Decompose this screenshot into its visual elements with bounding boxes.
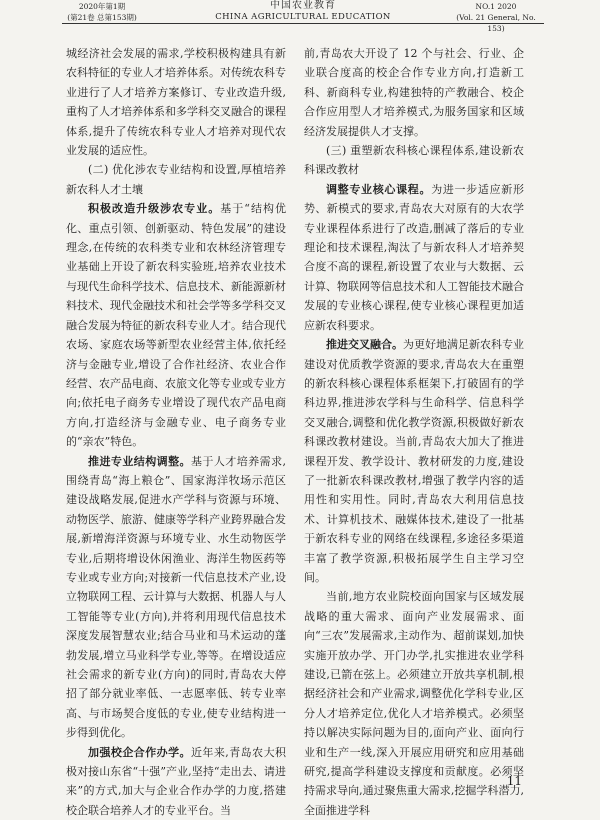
paragraph-text: 基于“结构优化、重点引领、创新驱动、特色发展”的建设理念,在传统的农科类专业和农林经济管理专业基础上开设了新农科实验班,培养农业技术与现代生命科学技术、信息技术、新能源新材料技术、现代金融技术和社会学等多学科交叉融合发展为特征的新农科专业人才。结合现代农场、家庭农场等新型农业经营主体,依托经济与金融专业,增设了合作社经济、农业合作经营、农产品电商、农旅文化等专业或专业方向;依托电子商务专业增设了现代农产品电商方向,打造经济与金融专业、电子商务专业的“亲农”特色。: [66, 202, 287, 449]
issue-en: NO.1 2020: [475, 2, 517, 11]
paragraph-text: 为更好地满足新农科专业建设对优质教学资源的要求,青岛农大在重塑的新农科核心课程体系框架下,打破固有的学科边界,推进涉农学科与生命科学、信息科学交叉融合,调整和优化教学资源,积极做好新农科课改教材建设。当前,青岛农大加大了推进课程开发、教学设计、教材研发的力度,建设了一批新农科课改教材,增强了教学内容的适用性和实用性。同时,青岛农大利用信息技术、计算机技术、融媒体技术,建设了一批基于新农科专业的网络在线课程,多途径多渠道丰富了教学资源,积极拓展学生自主学习空间。: [304, 338, 524, 584]
paragraph-text: 近年来,青岛农大积极对接山东省“十强”产业,坚持“走出去、请进来”的方式,加大与企业合作办学的力度,搭建校企联合培养人才的专业平台。当: [66, 745, 287, 817]
issue-cn: 2020年第1期: [78, 2, 126, 11]
page-number: 11: [506, 774, 522, 788]
run-in-heading: 推进专业结构调整。: [88, 454, 191, 468]
run-in-heading: 加强校企合作办学。: [88, 745, 191, 759]
paragraph-text: 基于人才培养需求,围绕青岛“海上粮仓”、国家海洋牧场示范区建设战略发展,促进水产学科与资源与环境、动物医学、旅游、健康等学科产业跨界融合发展,新增海洋资源与环境专业、水生动物医学专业,后期将增设休闲渔业、海洋生物医药等专业或专业方向;对接新一代信息技术产业,设立物联网工程、云计算与大数据、机器人与人工智能等专业(方向),并将利用现代信息技术深度发展智慧农业;结合马业和马术运动的蓬勃发展,增立马业科学专业,等等。在增设适应社会需求的新专业(方向)的同时,青岛农大停招了部分就业率低、一志愿率低、转专业率高、与市场契合度低的专业,使专业结构进一步得到优化。: [66, 454, 287, 740]
right-column: [304, 44, 524, 820]
left-column: [66, 44, 286, 820]
journal-title-en: CHINA AGRICULTURAL EDUCATION: [215, 12, 391, 22]
paragraph: [66, 743, 286, 820]
paragraph: [66, 199, 286, 451]
header-right: [448, 1, 544, 34]
run-in-heading: 调整专业核心课程。: [326, 182, 432, 196]
paragraph: 城经济社会发展的需求,学校积极构建具有新农科特征的专业人才培养体系。对传统农科专业进行了人才培养方案修订、专业改造升级,重构了人才培养体系和多学科交叉融合的课程体系,提升了传统农科专业人才培养对现代农业发展的适应性。: [66, 47, 286, 158]
paragraph: [66, 452, 286, 743]
volume-en: (Vol. 21 General, No. 153): [456, 13, 536, 33]
running-header: [62, 0, 544, 33]
paragraph: [304, 587, 524, 820]
run-in-heading: 推进交叉融合。: [326, 338, 403, 352]
paragraph: 前,青岛农大开设了 12 个与社会、行业、企业联合度高的校企合作专业方向,打造新工科、新商科专业,构建独特的产教融合、校企合作应用型人才培养模式,为服务国家和区域经济发展提供人才支撑。: [304, 47, 524, 138]
section-heading: (三) 重塑新农科核心课程体系,建设新农科课改教材: [304, 144, 524, 177]
section-heading: (二) 优化涉农专业结构和设置,厚植培养新农科人才土壤: [66, 163, 286, 196]
paragraph-text: 为进一步适应新形势、新模式的要求,青岛农大对原有的大农学专业课程体系进行了改造,删减了落后的专业理论和技术课程,淘汰了与新农科人才培养契合度不高的课程,新设置了农业与大数据、云计算、物联网等信息技术和人工智能技术融合发展的专业核心课程,使专业核心课程更加适应新农科要求。: [304, 182, 524, 332]
paragraph-text: 当前,地方农业院校面向国家与区域发展战略的重大需求、面向产业发展需求、面向“三农”发展需求,主动作为、超前谋划,加快实施开放办学、开门办学,扎实推进农业学科建设,已箭在弦上。必须建立开放共享机制,根据经济社会和产业需求,调整优化学科专业,区分人才培养定位,优化人才培养模式。必须坚持以解决实际问题为目的,面向产业、面向行业和生产一线,深入开展应用研究和应用基础研究,提高学科建设支撑度和贡献度。必须坚持需求导向,通过聚焦重大需求,挖掘学科潜力,全面推进学科: [304, 590, 524, 817]
run-in-heading: 积极改造升级涉农专业。: [88, 202, 221, 216]
paragraph: [304, 180, 524, 335]
journal-title-cn: 中国农业教育: [270, 0, 336, 11]
volume-cn: (第21卷 总第153期): [67, 13, 137, 22]
paragraph: [304, 335, 524, 587]
